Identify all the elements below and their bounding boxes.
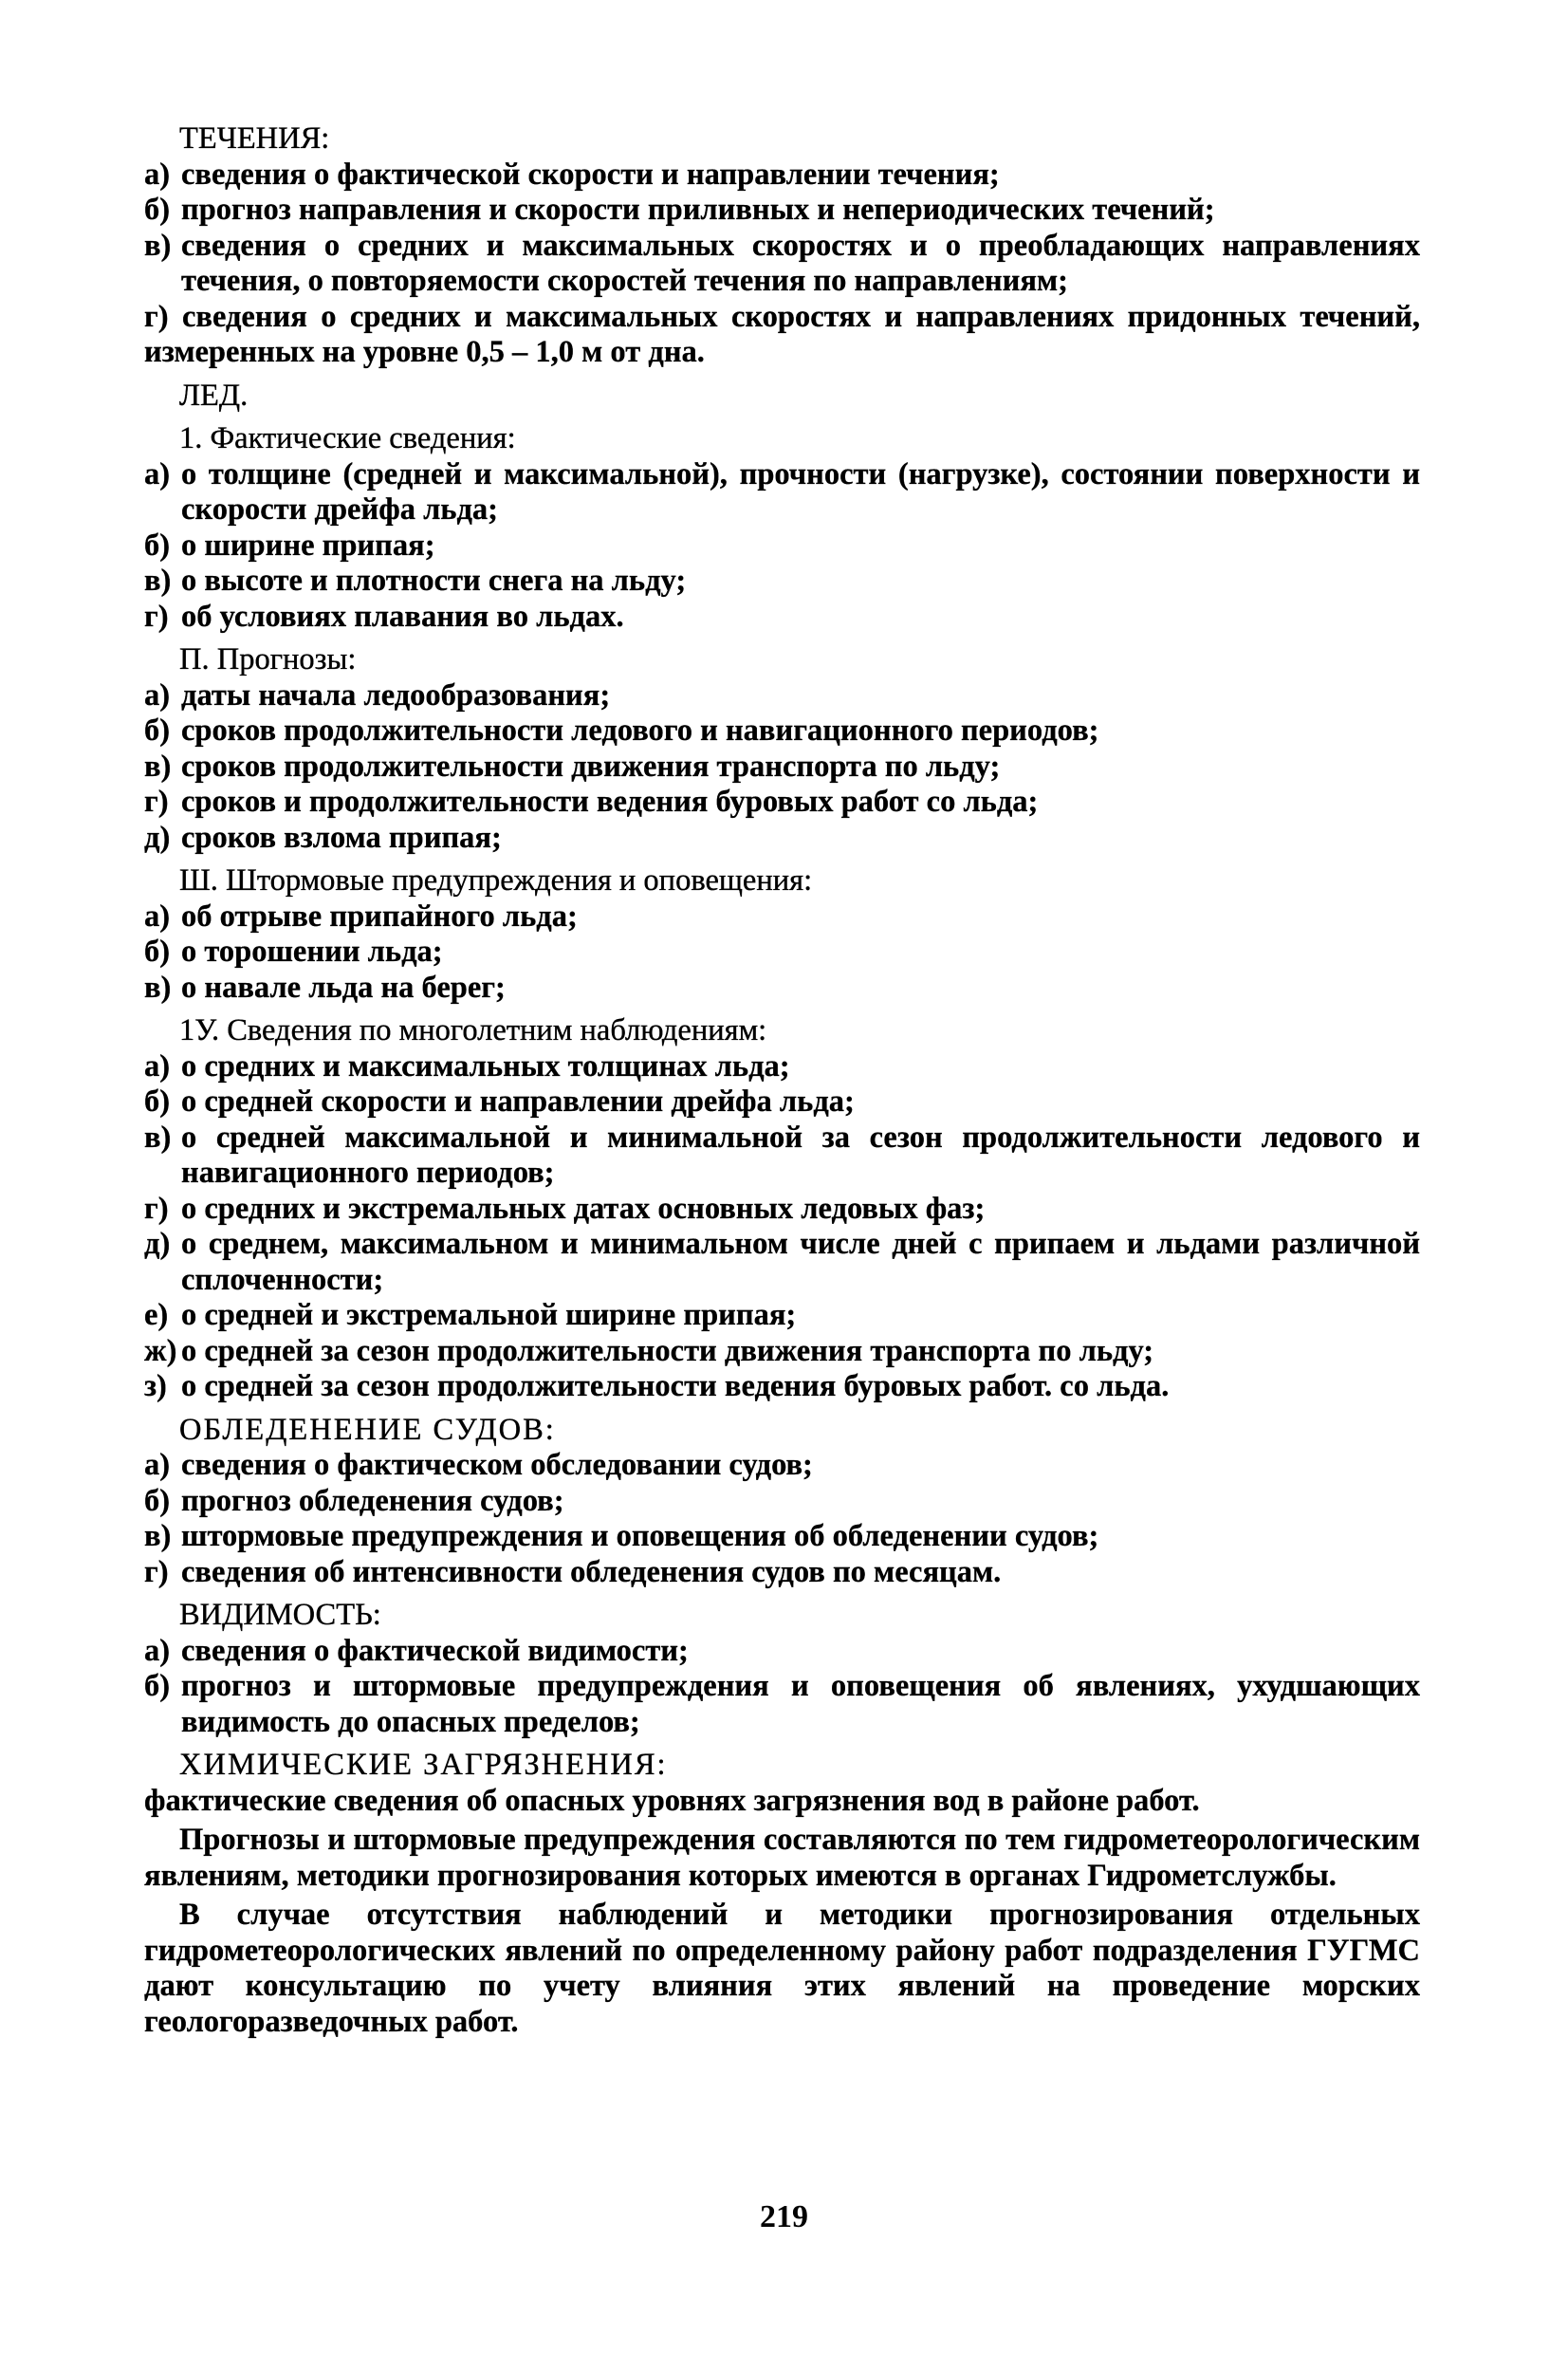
item-marker: б)	[144, 713, 171, 748]
item-text: сроков продолжительности движения транспорта по льду;	[181, 749, 1001, 784]
item-text: сведения о фактическом обследовании судов;	[181, 1448, 813, 1482]
item-marker: з)	[144, 1369, 167, 1403]
item-text: сроков и продолжительности ведения буровых работ со льда;	[181, 785, 1039, 819]
currents-paragraph: г) сведения о средних и максимальных скоростях и направлениях придонных течений, измеренных на уровне 0,5 – 1,0 м от дна.	[144, 299, 1420, 369]
list-item	[144, 1555, 1420, 1591]
item-marker: г)	[144, 1191, 169, 1226]
item-text: о навале льда на берег;	[181, 970, 506, 1005]
list-item	[144, 935, 1420, 971]
heading-ship-icing: ОБЛЕДЕНЕНИЕ СУДОВ:	[179, 1412, 556, 1447]
item-text: о средних и экстремальных датах основных ледовых фаз;	[181, 1191, 986, 1226]
item-text: о толщине (средней и максимальной), прочности (нагрузке), состоянии поверхности и скорости дрейфа льда;	[181, 456, 1420, 527]
list-item	[144, 1634, 1420, 1670]
list-item	[144, 821, 1420, 857]
list-item	[144, 564, 1420, 600]
item-text: о среднем, максимальном и минимальном числе дней с припаем и льдами различной сплоченности;	[181, 1227, 1420, 1297]
item-text: о средней за сезон продолжительности ведения буровых работ. со льда.	[181, 1369, 1170, 1403]
item-marker: д)	[144, 1227, 171, 1261]
item-marker: в)	[144, 749, 172, 784]
item-text: о высоте и плотности снега на льду;	[181, 564, 687, 598]
heading-currents: ТЕЧЕНИЯ:	[179, 121, 330, 156]
list-item	[144, 678, 1420, 714]
item-marker: а)	[144, 1633, 171, 1668]
item-text: сведения о фактической видимости;	[181, 1633, 689, 1668]
subheading-ice-forecasts: П. Прогнозы:	[179, 642, 357, 676]
item-text: сроков продолжительности ледового и навигационного периодов;	[181, 713, 1099, 748]
list-item	[144, 1192, 1420, 1228]
item-marker: е)	[144, 1298, 169, 1332]
list-item	[144, 1448, 1420, 1484]
list-item	[144, 1121, 1420, 1192]
list-item	[144, 1049, 1420, 1085]
item-text: о торошении льда;	[181, 935, 443, 969]
item-text: сведения об интенсивности обледенения судов по месяцам.	[181, 1554, 1002, 1589]
item-marker: а)	[144, 899, 171, 934]
subheading-ice-longterm: 1У. Сведения по многолетним наблюдениям:	[179, 1013, 767, 1047]
item-text: прогноз и штормовые предупреждения и оповещения об явлениях, ухудшающих видимость до опасных пределов;	[181, 1669, 1420, 1739]
body-paragraph: В случае отсутствия наблюдений и методики прогнозирования отдельных гидрометеорологических явлений по определенному району работ подразделения ГУГМС дают консультацию по учету влияния этих явлений на проведение морских геологоразведочных работ.	[144, 1898, 1420, 2039]
list-item	[144, 457, 1420, 528]
list-item	[144, 1369, 1420, 1405]
list-item	[144, 1669, 1420, 1740]
list-item	[144, 600, 1420, 636]
item-marker: д)	[144, 820, 171, 855]
item-text: штормовые предупреждения и оповещения об обледенении судов;	[181, 1519, 1099, 1553]
item-marker: а)	[144, 677, 171, 713]
heading-chemical-pollution: ХИМИЧЕСКИЕ ЗАГРЯЗНЕНИЯ:	[179, 1748, 668, 1782]
item-text: о средней скорости и направлении дрейфа льда;	[181, 1084, 855, 1119]
item-text: даты начала ледообразования;	[181, 677, 611, 713]
list-item	[144, 1484, 1420, 1520]
item-marker: в)	[144, 1519, 172, 1553]
item-marker: а)	[144, 1448, 171, 1482]
heading-visibility: ВИДИМОСТЬ:	[179, 1598, 381, 1632]
item-marker: б)	[144, 1483, 171, 1518]
page-body	[144, 121, 1420, 2040]
list-item	[144, 1298, 1420, 1334]
item-text: о ширине припая;	[181, 528, 435, 563]
item-marker: б)	[144, 935, 171, 969]
list-item	[144, 528, 1420, 565]
item-marker: в)	[144, 1120, 172, 1155]
subheading-ice-warnings: Ш. Штормовые предупреждения и оповещения:	[179, 863, 813, 898]
item-marker: г)	[144, 785, 169, 819]
list-item	[144, 1334, 1420, 1370]
list-item	[144, 1227, 1420, 1298]
heading-ice: ЛЕД.	[179, 378, 249, 413]
item-text: сроков взлома припая;	[181, 820, 502, 855]
page-number: 219	[760, 2199, 808, 2234]
list-item	[144, 229, 1420, 300]
list-item	[144, 750, 1420, 786]
item-text: прогноз направления и скорости приливных и непериодических течений;	[181, 193, 1215, 227]
item-marker: в)	[144, 228, 172, 263]
item-marker: г)	[144, 599, 169, 634]
item-marker: б)	[144, 1669, 171, 1703]
item-text: прогноз обледенения судов;	[181, 1483, 564, 1518]
list-item	[144, 971, 1420, 1007]
item-marker: ж)	[144, 1333, 177, 1368]
item-marker: в)	[144, 970, 172, 1005]
item-text: о средней и экстремальной ширине припая;	[181, 1298, 797, 1332]
item-text: о средней за сезон продолжительности движения транспорта по льду;	[181, 1333, 1154, 1368]
item-text: о средних и максимальных толщинах льда;	[181, 1048, 790, 1084]
item-marker: а)	[144, 157, 171, 192]
item-text: о средней максимальной и минимальной за сезон продолжительности ледового и навигационного периодов;	[181, 1120, 1420, 1190]
list-item	[144, 193, 1420, 229]
item-marker: а)	[144, 1048, 171, 1084]
item-marker: а)	[144, 456, 171, 491]
item-marker: б)	[144, 193, 171, 227]
list-item	[144, 899, 1420, 936]
subheading-ice-facts: 1. Фактические сведения:	[179, 421, 516, 455]
item-text: об отрыве припайного льда;	[181, 899, 578, 934]
item-text: сведения о фактической скорости и направлении течения;	[181, 157, 1000, 192]
list-item	[144, 713, 1420, 750]
item-marker: б)	[144, 528, 171, 563]
chemical-paragraph: фактические сведения об опасных уровнях загрязнения вод в районе работ.	[144, 1783, 1200, 1818]
list-item	[144, 1084, 1420, 1121]
list-item	[144, 1519, 1420, 1555]
item-marker: в)	[144, 564, 172, 598]
body-paragraph: Прогнозы и штормовые предупреждения составляются по тем гидрометеорологическим явлениям, методики прогнозирования которых имеются в органах Гидрометслужбы.	[144, 1823, 1420, 1893]
list-item	[144, 785, 1420, 821]
list-item	[144, 157, 1420, 194]
item-marker: б)	[144, 1084, 171, 1119]
item-text: сведения о средних и максимальных скоростях и о преобладающих направлениях течения, о повторяемости скоростей течения по направлениям;	[181, 228, 1420, 298]
item-text: об условиях плавания во льдах.	[181, 599, 624, 634]
item-marker: г)	[144, 1554, 169, 1589]
